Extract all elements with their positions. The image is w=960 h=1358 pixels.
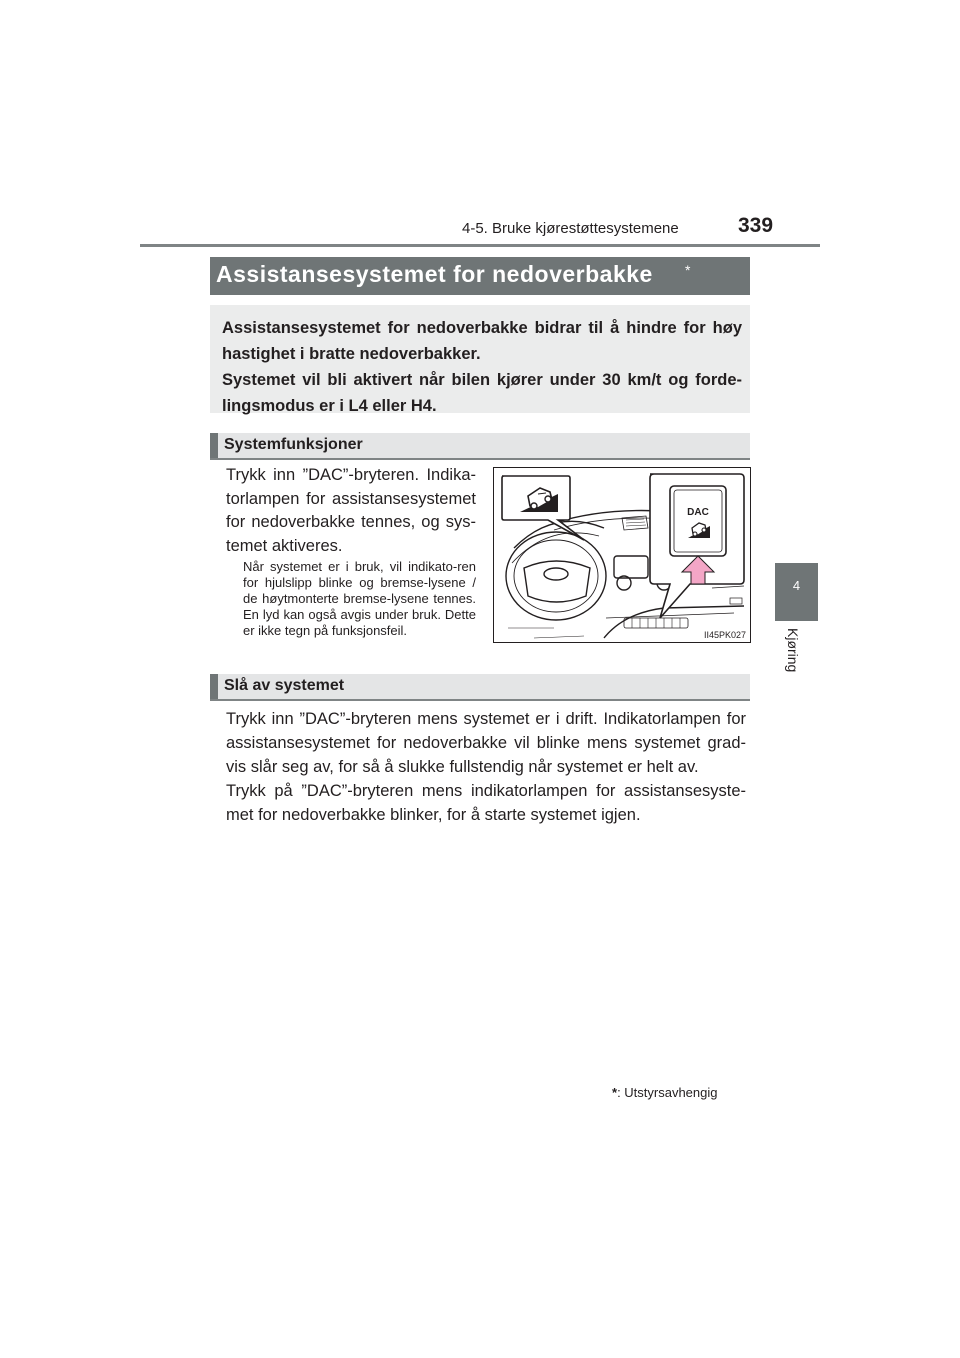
figure-code: II45PK027	[703, 630, 746, 640]
heading-bar	[210, 433, 218, 458]
subsection-heading-text: Systemfunksjoner	[224, 436, 363, 453]
subsection-heading-text: Slå av systemet	[224, 677, 345, 694]
footnote	[612, 1085, 718, 1100]
chapter-tab-number: 4	[792, 578, 801, 593]
restart-paragraph: Trykk på ”DAC”-bryteren mens indikatorlampen for assistansesyste-met for nedoverbakke blinker, for å starte systemet igjen.	[226, 782, 746, 824]
header-divider	[140, 244, 820, 247]
intro-line-1: Assistansesystemet for nedoverbakke bidrar til å hindre for høy hastighet i bratte nedoverbakker.	[222, 319, 742, 363]
chapter-tab-label: Kjøring	[785, 628, 801, 673]
section-title: Assistansesystemet for nedoverbakke	[216, 261, 653, 287]
footnote-asterisk: *	[612, 1085, 618, 1100]
dashboard-drawing	[494, 468, 750, 642]
functions-note: Når systemet er i bruk, vil indikato-ren for hjulslipp blinke og bremse-lysene / de høytmonterte bremse-lysene tennes. En lyd kan også avgis under bruk. Dette er ikke tegn på funksjonsfeil.	[243, 559, 476, 638]
dac-button-label: DAC	[687, 507, 709, 518]
subsection-heading-functions	[210, 433, 750, 460]
page-number: 339	[738, 214, 774, 237]
footnote-text: : Utstyrsavhengig	[617, 1085, 718, 1100]
intro-line-2: Systemet vil bli aktivert når bilen kjører under 30 km/t og forde-lingsmodus er i L4 eller H4.	[222, 371, 742, 415]
functions-paragraph: Trykk inn ”DAC”-bryteren. Indika-torlampen for assistansesystemet for nedoverbakke tennes, og sys-temet aktiveres.	[226, 466, 476, 555]
subsection-heading-turn-off	[210, 674, 750, 701]
intro-text	[222, 315, 742, 419]
chapter-title: 4-5. Bruke kjørestøttesystemene	[462, 220, 679, 237]
title-asterisk: *	[685, 262, 691, 278]
turn-off-paragraph: Trykk inn ”DAC”-bryteren mens systemet er i drift. Indikatorlampen for assistansesystemet for nedoverbakke vil blinke mens systemet grad-vis slår seg av, for så å slukke fullstendig når systemet er helt av.	[226, 710, 746, 776]
dashboard-illustration	[493, 467, 751, 643]
heading-bar	[210, 674, 218, 699]
